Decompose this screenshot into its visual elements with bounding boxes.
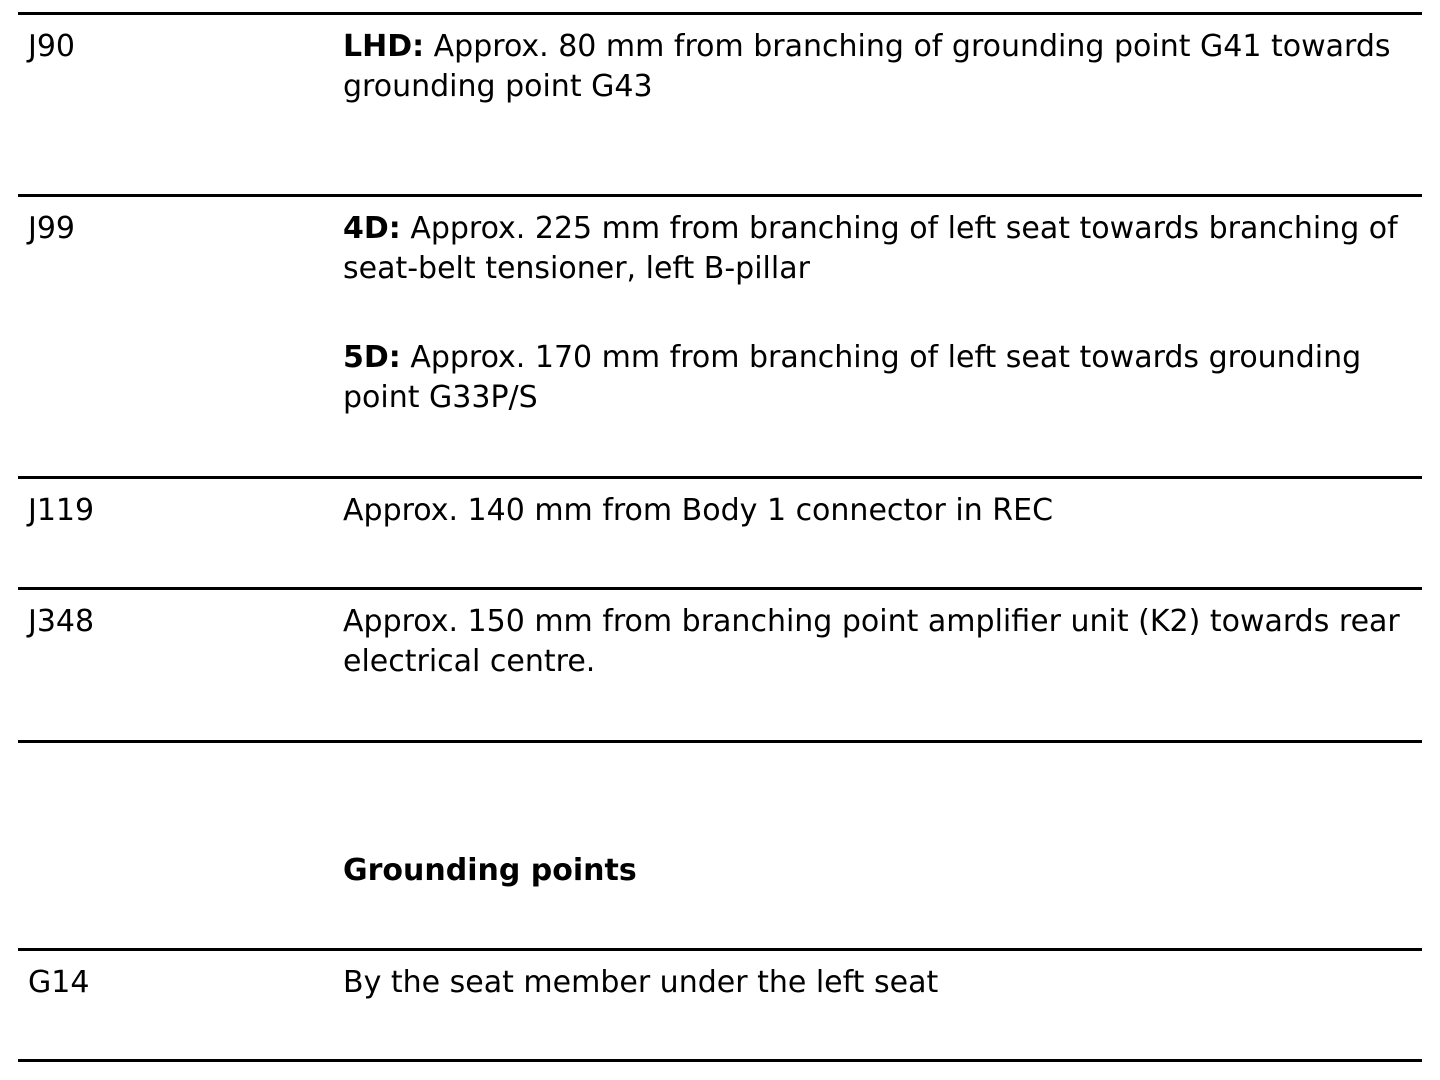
variant-label: 5D:: [343, 340, 401, 375]
table-rule-top: [18, 12, 1422, 15]
row-description-j90: [343, 27, 1403, 107]
variant-text: Approx. 80 mm from branching of grounding point G41 towards grounding point G43: [343, 29, 1391, 104]
table-rule: [18, 194, 1422, 197]
row-code-j348: J348: [28, 604, 95, 639]
variant-entry: [343, 27, 1403, 107]
variant-label: 4D:: [343, 211, 401, 246]
table-rule: [18, 476, 1422, 479]
variant-text: Approx. 170 mm from branching of left seat towards grounding point G33P/S: [343, 340, 1362, 415]
row-description-j119: Approx. 140 mm from Body 1 connector in REC: [343, 493, 1054, 528]
row-code-j99: J99: [28, 211, 76, 246]
row-code-j119: J119: [28, 493, 95, 528]
table-rule: [18, 948, 1422, 951]
section-heading: Grounding points: [343, 853, 637, 888]
variant-entry: [343, 338, 1403, 418]
row-description-j348: Approx. 150 mm from branching point amplifier unit (K2) towards rear electrical centre.: [343, 604, 1400, 679]
table-rule-bottom: [18, 1059, 1422, 1062]
row-description-j99: [343, 209, 1403, 418]
row-code-j90: J90: [28, 29, 76, 64]
variant-label: LHD:: [343, 29, 425, 64]
table-rule: [18, 740, 1422, 743]
variant-entry: [343, 209, 1403, 289]
row-code-g14: G14: [28, 965, 90, 1000]
table-rule: [18, 587, 1422, 590]
variant-text: Approx. 225 mm from branching of left seat towards branching of seat-belt tensioner, left B-pillar: [343, 211, 1398, 286]
row-description-g14: By the seat member under the left seat: [343, 965, 939, 1000]
